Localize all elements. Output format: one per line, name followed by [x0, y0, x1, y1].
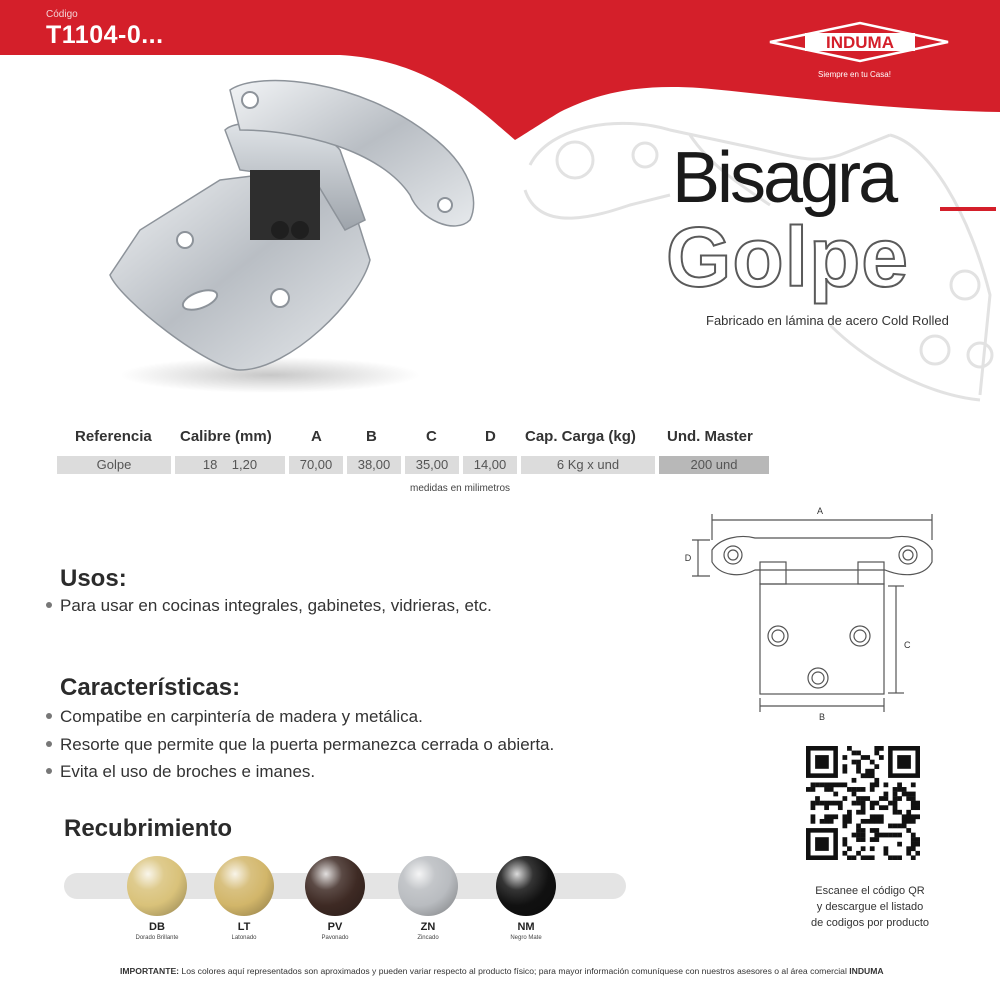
th-a: A [311, 428, 322, 445]
caracteristicas-item [46, 762, 315, 782]
qr-caption-line2: y descargue el listado [816, 901, 924, 913]
hinge-product-image [100, 70, 500, 400]
coating-name-zn: Zincado [417, 935, 439, 941]
caracteristicas-item [46, 707, 423, 727]
measure-note: medidas en milimetros [410, 483, 511, 494]
qr-code[interactable] [806, 746, 920, 860]
th-referencia: Referencia [75, 428, 152, 445]
footer-note [120, 966, 884, 976]
caracteristicas-item-text: Resorte que permite que la puerta permanezca cerrada o abierta. [60, 735, 555, 754]
footer-text: Los colores aquí representados son aproximados y pueden variar respecto al producto físico; para mayor información comuníquese con nuestros asesores o al área comercial [179, 966, 850, 976]
swatch-nm [496, 856, 556, 916]
cell-cap-carga: 6 Kg x und [521, 456, 655, 474]
coating-code-pv: PV [327, 921, 343, 933]
th-d: D [485, 428, 496, 445]
qr-caption-line3: de codigos por producto [810, 917, 930, 929]
cell-und-master: 200 und [659, 456, 769, 474]
product-subtitle: Fabricado en lámina de acero Cold Rolled [706, 313, 949, 328]
bullet-dot [46, 713, 52, 719]
swatch-lt [214, 856, 274, 916]
coating-code-nm: NM [517, 921, 535, 933]
coating-code-zn: ZN [420, 921, 436, 933]
footer-label: IMPORTANTE: [120, 966, 180, 976]
cell-calibre: 18 1,20 [175, 456, 285, 474]
cell-c: 35,00 [405, 456, 459, 474]
footer-brand: INDUMA [849, 966, 884, 976]
caracteristicas-item-text: Compatibe en carpintería de madera y metálica. [60, 707, 423, 726]
th-c: C [426, 428, 437, 445]
dim-label-d: D [684, 553, 692, 563]
code-label: Código [46, 9, 78, 20]
swatch-pv [305, 856, 365, 916]
bullet-dot [46, 741, 52, 747]
coating-name-db: Dorado Brillante [135, 935, 179, 941]
coating-name-lt: Latonado [231, 935, 257, 941]
title-underline [940, 207, 996, 211]
recubrimiento-title: Recubrimiento [64, 815, 233, 842]
brand-name: INDUMA [826, 33, 894, 52]
coating-name-pv: Pavonado [321, 935, 349, 941]
dim-label-b: B [818, 712, 826, 722]
coating-code-lt: LT [237, 921, 251, 933]
usos-item [46, 596, 492, 616]
usos-title: Usos: [60, 565, 127, 592]
bullet-dot [46, 768, 52, 774]
dim-label-c: C [904, 640, 911, 650]
swatch-db [127, 856, 187, 916]
caracteristicas-title: Características: [60, 674, 241, 701]
product-title-line2: Golpe [666, 210, 910, 304]
caracteristicas-item-text: Evita el uso de broches e imanes. [60, 762, 316, 781]
th-b: B [366, 428, 377, 445]
cell-b: 38,00 [347, 456, 401, 474]
th-cap-carga: Cap. Carga (kg) [525, 428, 636, 445]
qr-caption-line1: Escanee el código QR [815, 885, 925, 897]
bullet-dot [46, 602, 52, 608]
cell-d: 14,00 [463, 456, 517, 474]
dim-label-a: A [816, 506, 824, 516]
th-und-master: Und. Master [667, 428, 753, 445]
code-value: T1104-0... [46, 21, 164, 49]
caracteristicas-item [46, 735, 554, 755]
slogan: Siempre en tu Casa! [818, 70, 891, 79]
usos-item-text: Para usar en cocinas integrales, gabinetes, vidrieras, etc. [60, 596, 492, 615]
cell-referencia: Golpe [57, 456, 171, 474]
dimension-diagram [680, 500, 940, 725]
qr-caption [800, 883, 940, 931]
coating-code-db: DB [149, 921, 165, 933]
coating-name-nm: Negro Mate [510, 935, 542, 941]
th-calibre: Calibre (mm) [180, 428, 272, 445]
cell-a: 70,00 [289, 456, 343, 474]
product-title-line1: Bisagra [672, 138, 896, 218]
swatch-zn [398, 856, 458, 916]
